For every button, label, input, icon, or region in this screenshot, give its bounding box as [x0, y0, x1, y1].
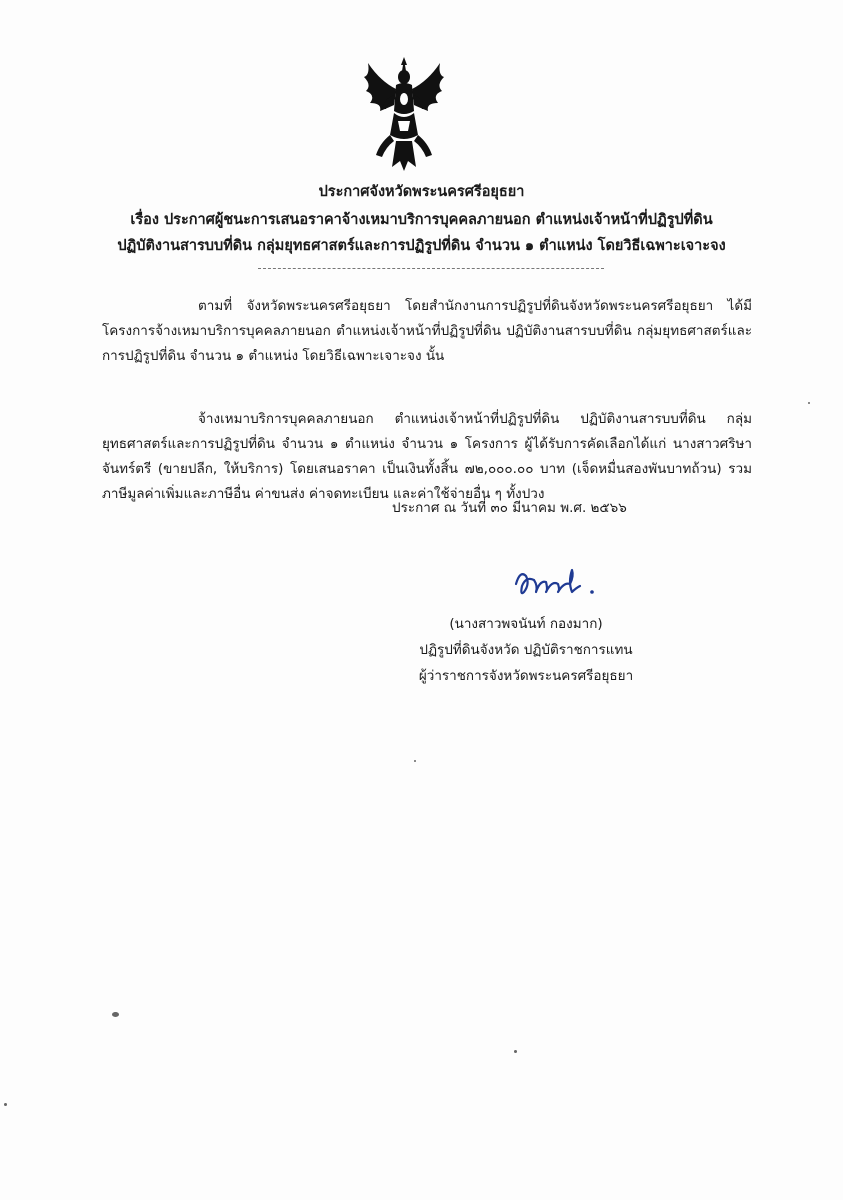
scan-speck: [4, 1103, 7, 1106]
announcement-title: ประกาศจังหวัดพระนครศรีอยุธยา: [318, 184, 525, 200]
paragraph-1-text: ตามที่ จังหวัดพระนครศรีอยุธยา โดยสำนักงานการปฏิรูปที่ดินจังหวัดพระนครศรีอยุธยา ได้มีโครงการจ้างเหมาบริการบุคคลภายนอก ตำแหน่งเจ้าหน้าที่ปฏิรูปที่ดิน ปฏิบัติงานสารบบที่ดิน กลุ่มยุทธศาสตร์และการปฏิรูปที่ดิน จำนวน ๑ ตำแหน่ง โดยวิธีเฉพาะเจาะจง นั้น: [102, 298, 752, 364]
body-paragraph-1: [102, 294, 752, 369]
scan-speck: [414, 760, 416, 762]
announcement-date: ประกาศ ณ วันที่ ๓๐ มีนาคม พ.ศ. ๒๕๖๖: [392, 500, 627, 516]
scan-speck: [514, 1050, 517, 1053]
garuda-emblem-icon: [360, 55, 448, 173]
scan-speck: [808, 402, 810, 404]
signer-name: (นางสาวพจนันท์ กองมาก): [449, 616, 603, 632]
signer-position-2: ผู้ว่าราชการจังหวัดพระนครศรีอยุธยา: [418, 668, 634, 684]
signer-position-1: ปฏิรูปที่ดินจังหวัด ปฏิบัติราชการแทน: [419, 642, 633, 658]
scan-speck: [112, 1012, 119, 1017]
handwritten-signature-icon: [510, 562, 606, 602]
title-divider: [258, 268, 604, 269]
subject-line-1: เรื่อง ประกาศผู้ชนะการเสนอราคาจ้างเหมาบริการบุคคลภายนอก ตำแหน่งเจ้าหน้าที่ปฏิรูปที่ดิน: [130, 212, 713, 228]
body-paragraph-2: [102, 407, 752, 507]
paragraph-2-text: จ้างเหมาบริการบุคคลภายนอก ตำแหน่งเจ้าหน้าที่ปฏิรูปที่ดิน ปฏิบัติงานสารบบที่ดิน กลุ่มยุทธศาสตร์และการปฏิรูปที่ดิน จำนวน ๑ ตำแหน่ง จำนวน ๑ โครงการ ผู้ได้รับการคัดเลือกได้แก่ นางสาวศริษา จันทร์ตรี (ขายปลีก, ให้บริการ) โดยเสนอราคา เป็นเงินทั้งสิ้น ๗๒,๐๐๐.๐๐ บาท (เจ็ดหมื่นสองพันบาทถ้วน) รวมภาษีมูลค่าเพิ่มและภาษีอื่น ค่าขนส่ง ค่าจดทะเบียน และค่าใช้จ่ายอื่น ๆ ทั้งปวง: [102, 411, 752, 502]
subject-line-2: ปฏิบัติงานสารบบที่ดิน กลุ่มยุทธศาสตร์และการปฏิรูปที่ดิน จำนวน ๑ ตำแหน่ง โดยวิธีเฉพาะเจาะจง: [117, 238, 726, 254]
